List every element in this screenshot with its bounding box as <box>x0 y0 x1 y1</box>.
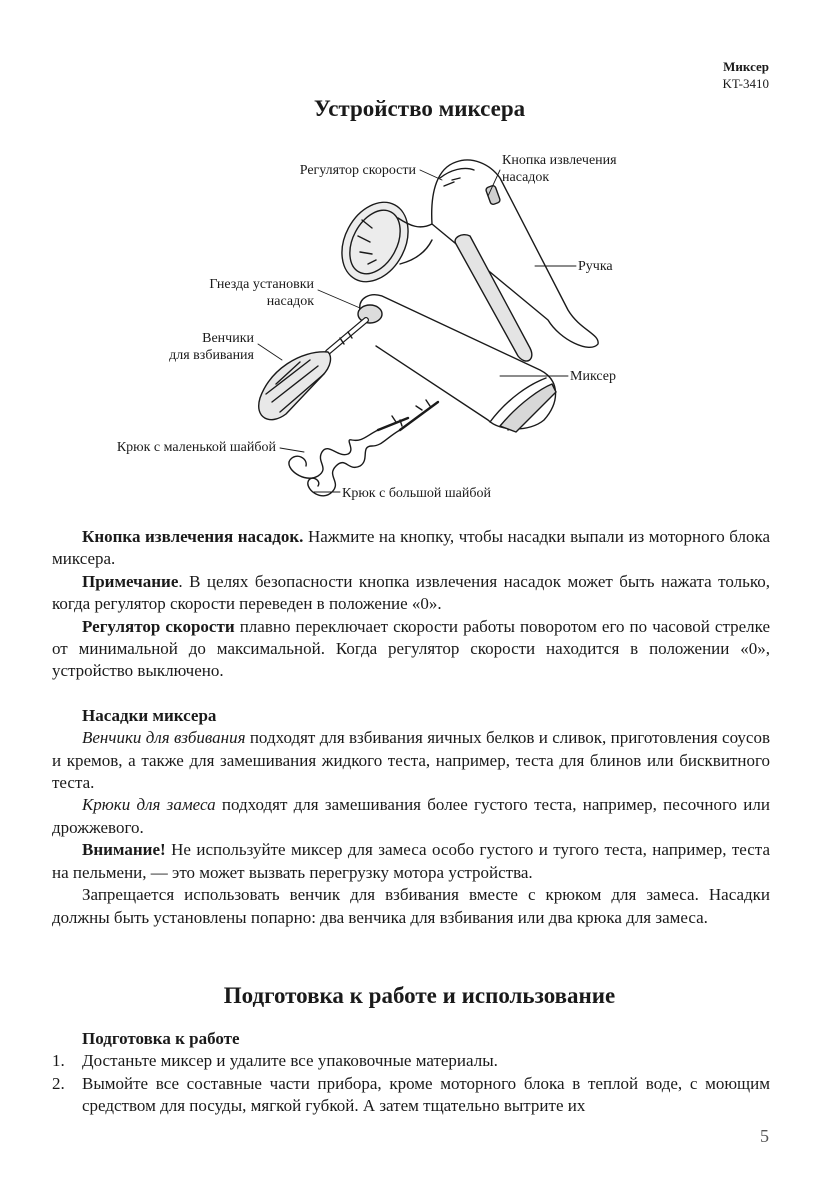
section-title-preparation: Подготовка к работе и использование <box>223 983 616 1008</box>
step-number: 1. <box>52 1051 65 1071</box>
hooks-term: Крюки для замеса <box>82 795 216 815</box>
prohibition-paragraph: Запрещается использовать венчик для взбивания вместе с крюком для замеса. Насадки должны быть установлены попарно: два венчика для взбивания или два крюка для замеса. <box>52 885 770 927</box>
whisk-attachment <box>259 320 366 420</box>
warning-title: Внимание! <box>82 840 166 860</box>
label-hook-large: Крюк с большой шайбой <box>342 486 491 501</box>
label-whisks-line1: Венчики <box>202 331 254 346</box>
mixer-diagram <box>60 140 700 520</box>
page-number: 5 <box>760 1126 769 1146</box>
speed-text: плавно переключает скорости работы поворотом его по часовой стрелке от минимальной до максимальной. Когда регулятор скорости находится в положении «0», устройство выключено. <box>52 616 770 681</box>
warning-paragraph <box>52 839 770 884</box>
model-number: KT-3410 <box>722 76 769 91</box>
speed-paragraph <box>52 616 770 683</box>
preparation-subheading: Подготовка к работе <box>82 1029 240 1048</box>
leader-speed-regulator <box>420 170 442 180</box>
speed-regulator-dial <box>329 191 421 293</box>
list-item <box>52 1050 770 1072</box>
list-item <box>52 1073 770 1118</box>
whisks-term: Венчики для взбивания <box>82 728 246 748</box>
speed-title: Регулятор скорости <box>82 616 235 636</box>
eject-title: Кнопка извлечения насадок. <box>82 527 304 546</box>
label-handle: Ручка <box>578 259 613 274</box>
warning-text: Не используйте миксер для замеса особо густого и тугого теста, например, теста на пельмени, — это может вызвать перегрузку мотора устройства. <box>52 840 770 882</box>
whisks-paragraph <box>52 727 770 794</box>
hooks-text: подходят для замешивания более густого теста, например, песочного или дрожжевого. <box>52 795 770 837</box>
label-speed-regulator: Регулятор скорости <box>299 163 416 178</box>
section-title-device: Устройство миксера <box>313 96 526 121</box>
whisks-text: подходят для взбивания яичных белков и сливок, приготовления соусов и кремов, а также для замешивания жидкого теста, например, теста для блинов или бисквитного теста. <box>52 728 771 793</box>
document-header <box>723 58 769 92</box>
label-hook-small: Крюк с маленькой шайбой <box>116 440 276 455</box>
eject-paragraph <box>52 526 770 571</box>
note-text: . В целях безопасности кнопка извлечения насадок может быть нажата только, когда регулятор скорости переведен в положение «0». <box>52 571 770 614</box>
attachments-heading: Насадки миксера <box>82 705 217 725</box>
preparation-steps <box>52 1050 770 1117</box>
label-mixer: Миксер <box>570 369 616 384</box>
label-sockets-line1: Гнезда установки <box>209 277 314 292</box>
hook-large-washer <box>308 400 438 496</box>
note-paragraph <box>52 571 770 616</box>
eject-text: Нажмите на кнопку, чтобы насадки выпали из моторного блока миксера. <box>52 527 770 569</box>
product-name: Миксер <box>723 59 769 74</box>
leader-sockets <box>318 290 360 308</box>
step-text: Вымойте все составные части прибора, кроме моторного блока в теплой воде, с моющим средством для посуды, мягкой губкой. А затем тщательно вытрите их <box>82 1073 770 1116</box>
leader-whisks <box>258 344 282 360</box>
mixer-body <box>358 160 598 432</box>
label-whisks-line2: для взбивания <box>169 348 254 363</box>
step-number: 2. <box>52 1073 65 1093</box>
note-title: Примечание <box>82 571 179 591</box>
label-eject-button-line1: Кнопка извлечения <box>502 153 617 168</box>
preparation-section <box>52 1028 770 1118</box>
controls-description <box>52 526 770 929</box>
label-sockets-line2: насадок <box>266 294 314 309</box>
label-eject-button-line2: насадок <box>502 170 550 185</box>
hooks-paragraph <box>52 794 770 839</box>
leader-hook-small <box>280 448 304 452</box>
hook-small-washer <box>289 416 408 478</box>
step-text: Достаньте миксер и удалите все упаковочные материалы. <box>82 1051 498 1071</box>
